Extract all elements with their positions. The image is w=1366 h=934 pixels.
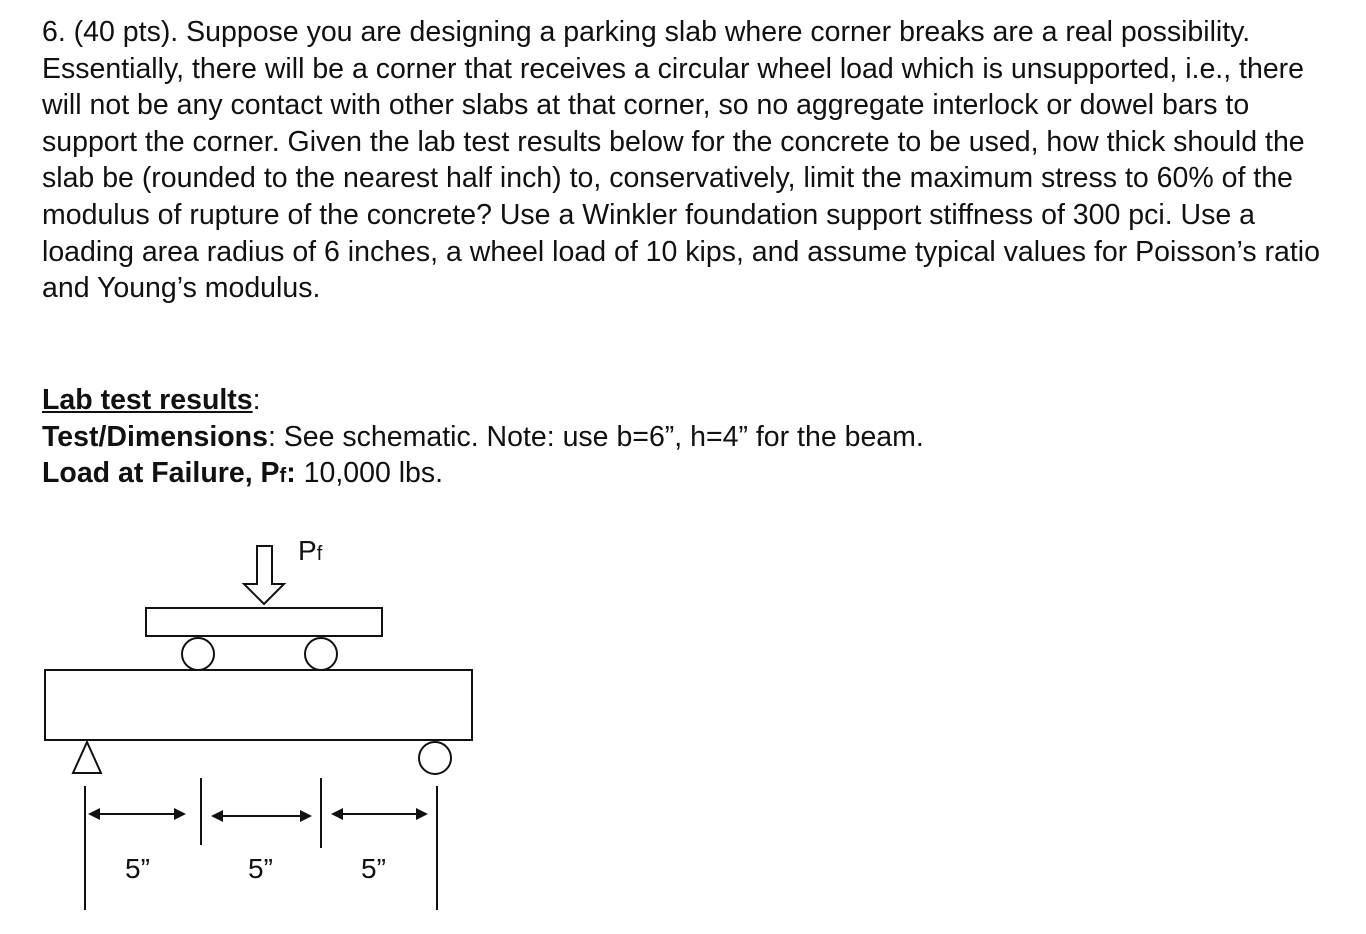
span-label-1: 5”	[125, 853, 150, 884]
lab-test-results	[42, 382, 1342, 495]
load-arrow-icon	[244, 546, 284, 604]
span-label-2: 5”	[248, 853, 273, 884]
failure-load-value: 10,000 lbs.	[295, 457, 444, 490]
dimension-arrow-span-1	[88, 808, 186, 820]
load-label-main: P	[298, 535, 317, 566]
loading-bar	[146, 608, 382, 636]
span-label-3: 5”	[361, 853, 386, 884]
load-label	[298, 535, 323, 566]
dimension-arrow-span-3	[331, 808, 428, 820]
failure-load-line	[42, 455, 1342, 495]
beam-test-schematic	[0, 520, 520, 920]
failure-load-label	[42, 457, 296, 489]
failure-load-label-colon: :	[286, 457, 296, 490]
problem-statement	[42, 14, 1342, 307]
problem-text: 6. (40 pts). Suppose you are designing a parking slab where corner breaks are a real possibility. Essentially, there will be a corner that receives a circular wheel load which is unsupported, i.e., there will not be any contact with other slabs at that corner, so no aggregate interlock or dowel bars to support the corner. Given the lab test results below for the concrete to be used, how thick should the slab be (rounded to the nearest half inch) to, conservatively, limit the maximum stress to 60% of the modulus of rupture of the concrete? Use a Winkler foundation support stiffness of 300 pci. Use a loading area radius of 6 inches, a wheel load of 10 kips, and assume typical values for Poisson’s ratio and Young’s modulus.	[42, 16, 1320, 305]
dimensions-line	[42, 419, 1342, 456]
failure-load-label-sub: f	[279, 465, 287, 488]
lab-heading: Lab test results	[42, 384, 253, 416]
dimensions-label: Test/Dimensions	[42, 420, 268, 453]
dimensions-text: : See schematic. Note: use b=6”, h=4” for the beam.	[267, 420, 924, 453]
concrete-beam	[45, 670, 472, 740]
lab-heading-line	[42, 382, 1342, 419]
roller-support-icon	[419, 742, 451, 774]
lab-heading-colon: :	[252, 384, 261, 416]
dimension-arrow-span-2	[211, 810, 312, 822]
loading-roller-right-icon	[305, 638, 337, 670]
pin-support-icon	[73, 742, 101, 773]
loading-roller-left-icon	[182, 638, 214, 670]
failure-load-label-main: Load at Failure, P	[42, 457, 280, 490]
load-label-sub: f	[316, 543, 323, 565]
